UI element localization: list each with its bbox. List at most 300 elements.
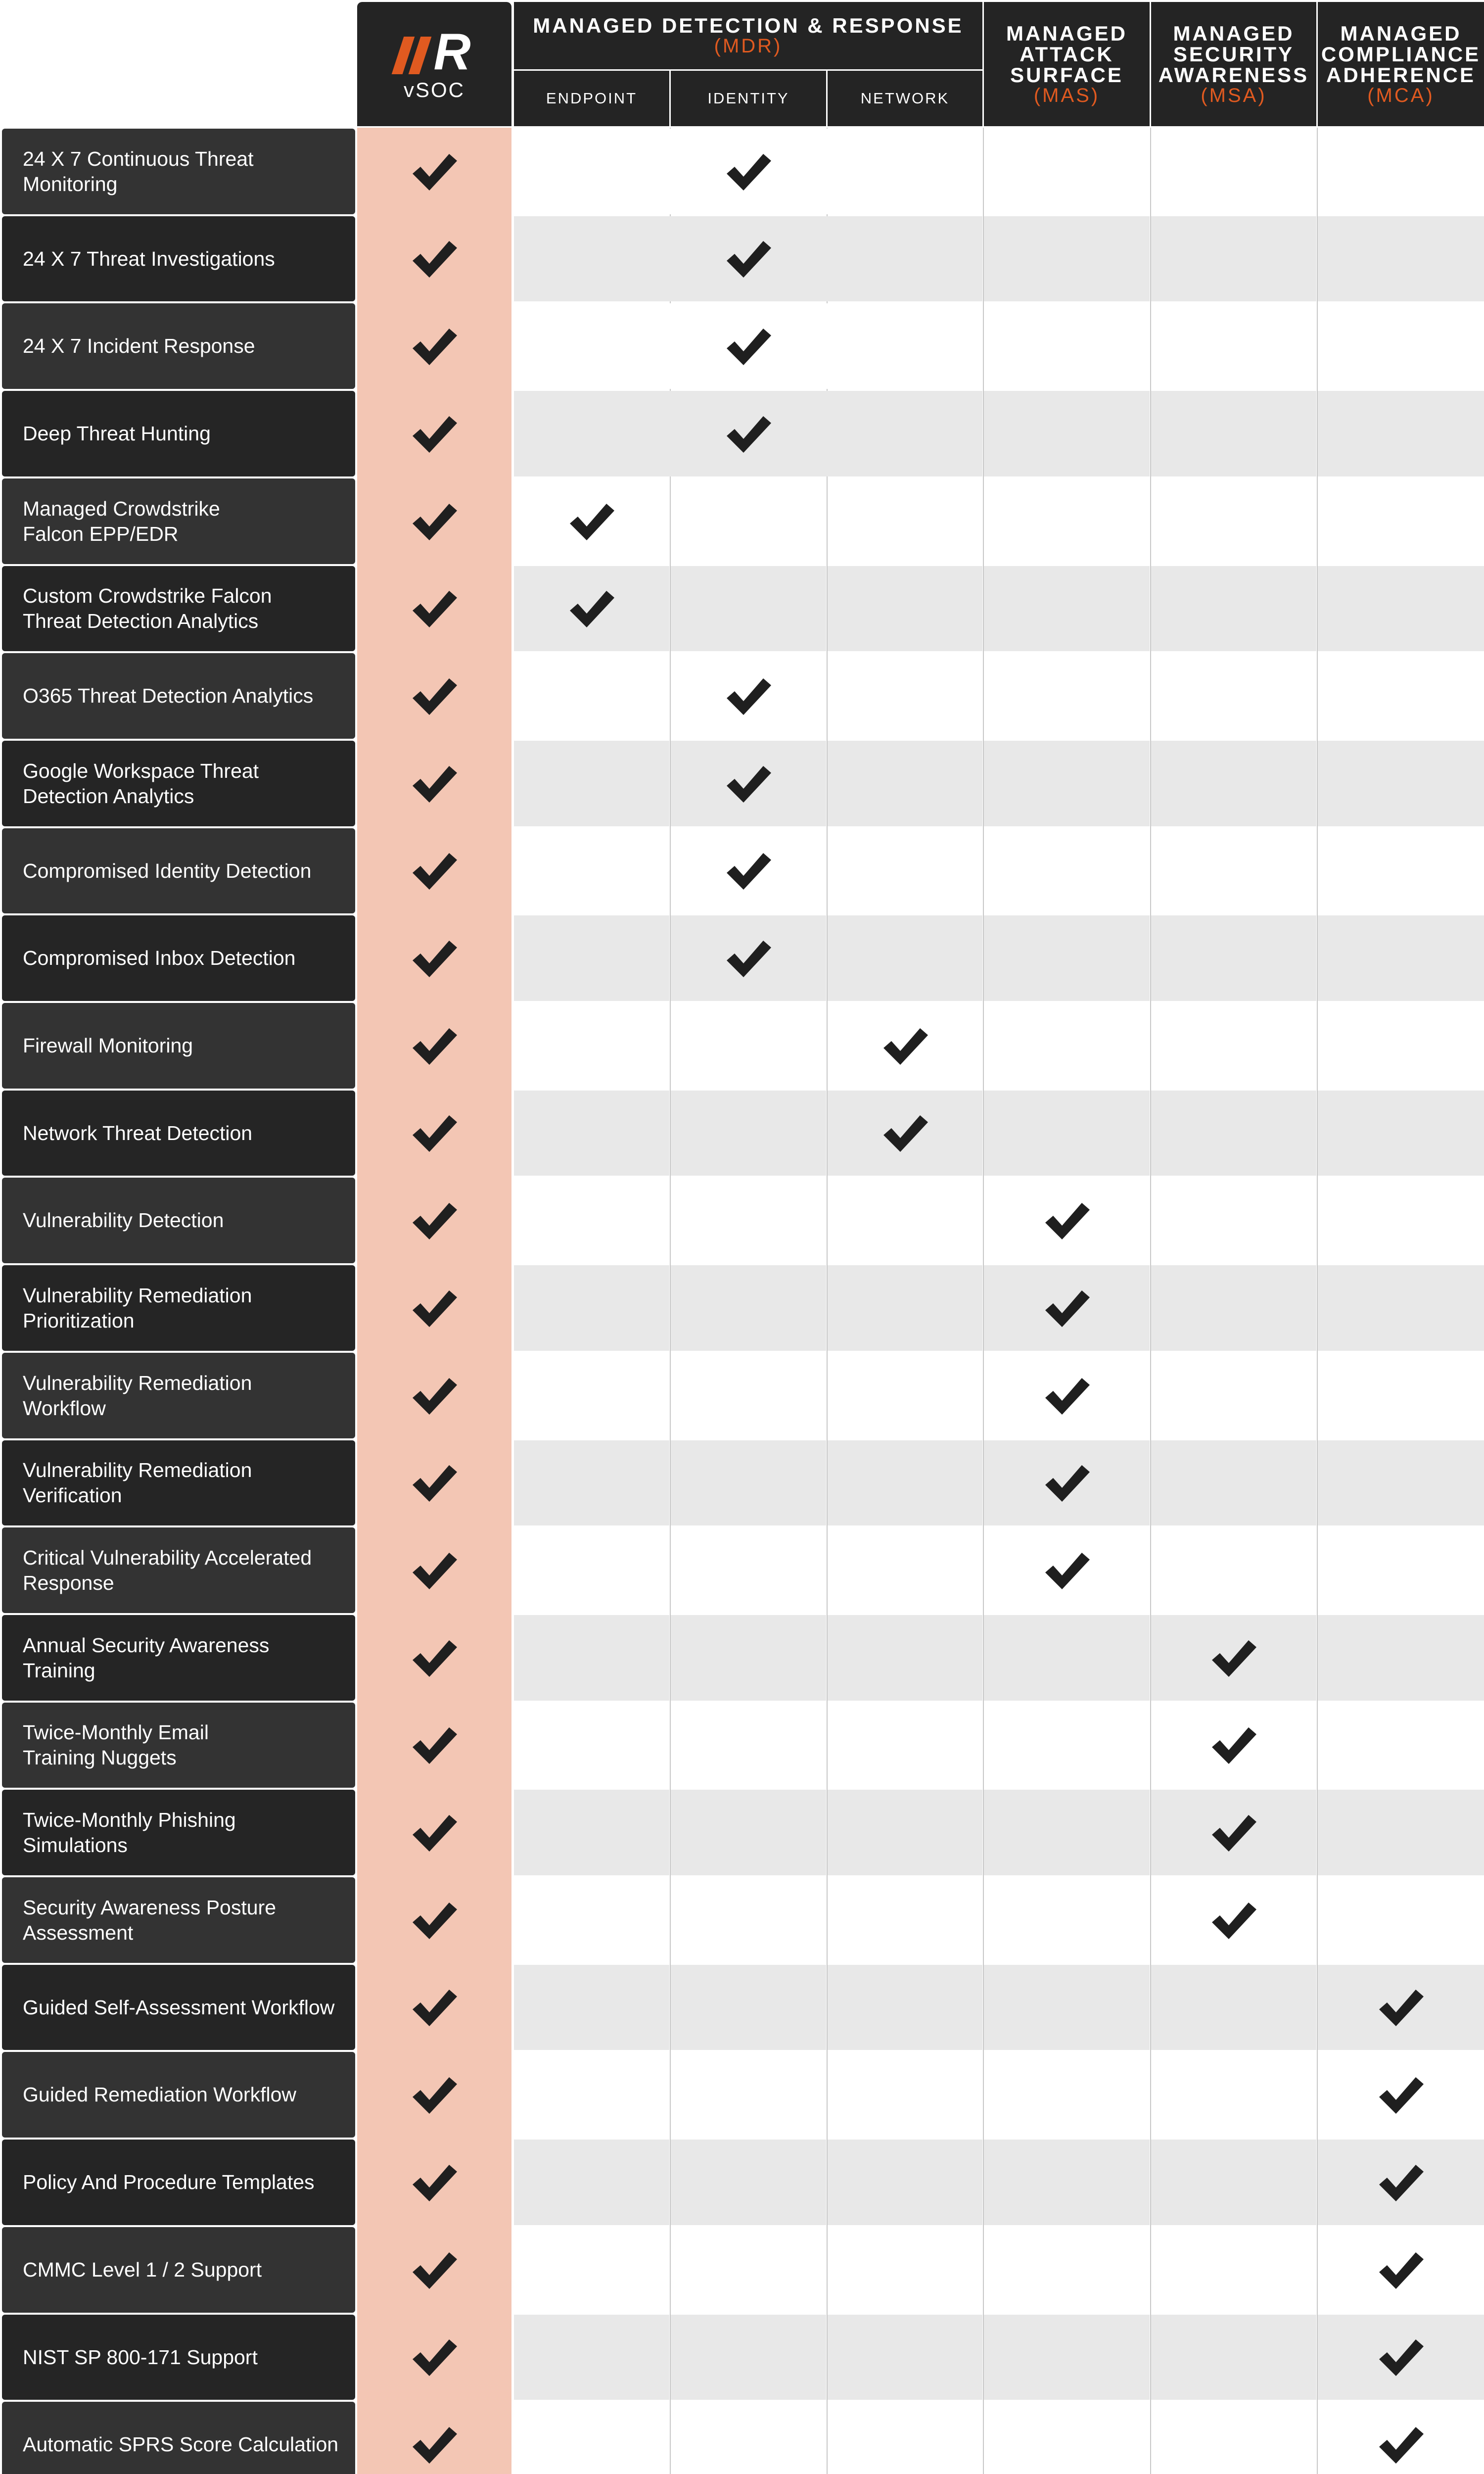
column-divider [983,128,984,2474]
row-label-text: O365 Threat Detection Analytics [23,684,314,707]
network-cell [828,1965,982,2050]
msa-cell [1151,1440,1316,1525]
mas-cell [984,1703,1150,1788]
checkmark-icon [410,238,459,280]
network-cell [828,2402,982,2474]
row-label-text: Managed Crowdstrike Falcon EPP/EDR [23,497,220,545]
msa-cell [1151,391,1316,476]
msa-cell [1151,1527,1316,1613]
mca-cell [1318,1703,1484,1788]
row-label [2,1615,355,1701]
checkmark-icon [410,763,459,805]
subheader-label: ENDPOINT [546,90,638,107]
msa-cell [1151,1091,1316,1176]
row-label [2,1877,355,1963]
mdr-header [514,2,982,69]
mas-cell [984,478,1150,564]
row-label [2,216,355,301]
row-label-text: Compromised Identity Detection [23,859,312,882]
vsoc-cell [357,827,511,914]
checkmark-icon [410,1724,459,1766]
mca-cell [1318,478,1484,564]
checkmark-icon [724,938,773,979]
identity-cell [671,2140,826,2225]
mca-cell [1318,2052,1484,2138]
msa-cell [1151,2140,1316,2225]
vsoc-cell [357,1614,511,1702]
msa-cell [1151,1265,1316,1351]
endpoint-cell [514,1965,669,2050]
checkmark-icon [724,850,773,892]
checkmark-icon [724,326,773,367]
mdr-subheader-endpoint [514,71,669,126]
endpoint-cell [514,1353,669,1438]
checkmark-icon [410,588,459,629]
product-name: vSOC [403,78,465,101]
mca-abbr: (MCA) [1367,84,1435,106]
vsoc-cell [357,128,511,215]
mca-cell [1318,566,1484,651]
vsoc-cell [357,740,511,827]
identity-cell [671,1178,826,1263]
row-label-text: Vulnerability Detection [23,1209,224,1232]
vsoc-cell [357,1264,511,1352]
vsoc-cell [357,1526,511,1614]
checkmark-icon [1042,1462,1092,1504]
row-label [2,2227,355,2313]
mca-cell [1318,1265,1484,1351]
vsoc-cell [357,914,511,1002]
row-label [2,129,355,214]
mas-cell [984,1091,1150,1176]
row-label [2,1265,355,1351]
row-label [2,915,355,1001]
subheader-label: IDENTITY [707,90,789,107]
mdr-merged-cell [514,216,982,301]
network-cell [828,2140,982,2225]
row-label-text: NIST SP 800-171 Support [23,2345,258,2369]
mdr-merged-cell [514,391,982,476]
row-label [2,1178,355,1263]
endpoint-cell [514,828,669,913]
vsoc-logo [357,2,511,126]
mca-cell [1318,2315,1484,2400]
row-label [2,1527,355,1613]
vsoc-cell [357,302,511,390]
checkmark-icon [1042,1550,1092,1591]
row-label [2,1353,355,1438]
msa-cell [1151,2227,1316,2313]
vsoc-cell [357,1352,511,1439]
vsoc-cell [357,2051,511,2139]
row-label-text: Twice-Monthly Email Training Nuggets [23,1721,209,1769]
mca-cell [1318,741,1484,826]
identity-cell [671,653,826,739]
row-label-text: Annual Security Awareness Training [23,1633,270,1682]
vsoc-cell [357,2314,511,2401]
row-label [2,741,355,826]
checkmark-icon [1376,2336,1426,2378]
mca-cell [1318,303,1484,389]
row-label-text: Vulnerability Remediation Verification [23,1459,252,1507]
vsoc-cell [357,1789,511,1876]
network-cell [828,915,982,1001]
row-label [2,2402,355,2474]
vsoc-cell [357,215,511,302]
row-label [2,2140,355,2225]
network-cell [828,2227,982,2313]
checkmark-icon [410,1462,459,1504]
msa-cell [1151,1965,1316,2050]
network-cell [828,1527,982,1613]
identity-cell [671,741,826,826]
identity-cell [671,478,826,564]
mas-cell [984,1527,1150,1613]
mas-cell [984,303,1150,389]
msa-cell [1151,1703,1316,1788]
mas-cell [984,2227,1150,2313]
endpoint-cell [514,653,669,739]
identity-cell [671,915,826,1001]
row-label-text: Critical Vulnerability Accelerated Response [23,1546,312,1594]
network-cell [828,1265,982,1351]
msa-title: MANAGED SECURITY AWARENESS [1158,21,1309,87]
network-cell [828,741,982,826]
mca-title: MANAGED COMPLIANCE ADHERENCE [1321,21,1481,87]
checkmark-icon [567,588,616,629]
identity-cell [671,828,826,913]
identity-cell [671,2227,826,2313]
row-label [2,1091,355,1176]
row-label-text: Compromised Inbox Detection [23,947,296,969]
identity-cell [671,1527,826,1613]
row-label [2,1790,355,1875]
msa-cell [1151,915,1316,1001]
network-cell [828,1178,982,1263]
checkmark-icon [1376,2249,1426,2291]
msa-cell [1151,1877,1316,1963]
checkmark-icon [567,501,616,542]
endpoint-cell [514,1703,669,1788]
checkmark-icon [410,938,459,979]
mca-cell [1318,2140,1484,2225]
mca-cell [1318,1091,1484,1176]
network-cell [828,2315,982,2400]
mas-cell [984,653,1150,739]
msa-header [1151,2,1316,126]
mca-cell [1318,1003,1484,1089]
checkmark-icon [1209,1637,1258,1679]
mas-cell [984,566,1150,651]
vsoc-cell [357,390,511,477]
vsoc-cell [357,1439,511,1526]
row-label [2,2052,355,2138]
msa-cell [1151,1178,1316,1263]
mca-cell [1318,1790,1484,1875]
identity-cell [671,1877,826,1963]
checkmark-icon [410,2424,459,2466]
row-label [2,828,355,913]
vsoc-cell [357,1002,511,1090]
vsoc-cell [357,565,511,652]
mca-cell [1318,216,1484,301]
row-label [2,391,355,476]
endpoint-cell [514,915,669,1001]
mas-cell [984,1965,1150,2050]
mca-cell [1318,2227,1484,2313]
subheader-label: NETWORK [860,90,950,107]
row-label-text: Google Workspace Threat Detection Analytics [23,759,259,808]
mas-cell [984,915,1150,1001]
identity-cell [671,1440,826,1525]
mas-header [984,2,1150,126]
mca-cell [1318,1440,1484,1525]
row-label-text: Vulnerability Remediation Workflow [23,1371,252,1420]
endpoint-cell [514,1615,669,1701]
mdr-merged-cell [514,303,982,389]
mas-cell [984,1615,1150,1701]
msa-cell [1151,653,1316,739]
network-cell [828,1440,982,1525]
msa-cell [1151,566,1316,651]
mdr-subheader-identity [671,71,826,126]
checkmark-icon [410,1987,459,2028]
checkmark-icon [724,151,773,192]
vsoc-cell [357,1702,511,1789]
identity-cell [671,1790,826,1875]
row-label-text: Deep Threat Hunting [23,422,211,445]
msa-cell [1151,129,1316,214]
row-label-text: Security Awareness Posture Assessment [23,1896,276,1944]
row-label-text: Guided Self-Assessment Workflow [23,1996,335,2019]
checkmark-icon [1042,1200,1092,1241]
mas-title: MANAGED ATTACK SURFACE [1006,21,1127,87]
endpoint-cell [514,2227,669,2313]
checkmark-icon [724,763,773,805]
column-divider [670,128,671,2474]
checkmark-icon [410,675,459,717]
checkmark-icon [410,2162,459,2203]
mas-cell [984,1440,1150,1525]
mca-cell [1318,1615,1484,1701]
endpoint-cell [514,2140,669,2225]
identity-cell [671,566,826,651]
vsoc-cell [357,2139,511,2226]
mas-cell [984,129,1150,214]
checkmark-icon [410,1287,459,1329]
checkmark-icon [410,1550,459,1591]
row-label [2,1965,355,2050]
network-cell [828,828,982,913]
row-label [2,1703,355,1788]
msa-cell [1151,2402,1316,2474]
identity-cell [671,1965,826,2050]
msa-cell [1151,1353,1316,1438]
row-label-text: Automatic SPRS Score Calculation [23,2433,339,2456]
mas-abbr: (MAS) [1033,84,1100,106]
mca-cell [1318,1877,1484,1963]
identity-cell [671,1703,826,1788]
network-cell [828,1790,982,1875]
network-cell [828,566,982,651]
mca-cell [1318,391,1484,476]
mas-cell [984,1353,1150,1438]
checkmark-icon [410,2336,459,2378]
checkmark-icon [881,1112,930,1154]
checkmark-icon [1209,1812,1258,1854]
mas-cell [984,828,1150,913]
endpoint-cell [514,1440,669,1525]
row-label [2,1003,355,1089]
checkmark-icon [1376,2074,1426,2116]
endpoint-cell [514,2315,669,2400]
checkmark-icon [410,1200,459,1241]
identity-cell [671,1265,826,1351]
identity-cell [671,1615,826,1701]
vsoc-cell [357,1177,511,1264]
row-label-text: 24 X 7 Threat Investigations [23,247,275,270]
row-label [2,303,355,389]
row-label-text: 24 X 7 Incident Response [23,334,255,357]
network-cell [828,1091,982,1176]
logo-letter: R [433,23,471,81]
row-label-text: 24 X 7 Continuous Threat Monitoring [23,147,254,195]
checkmark-icon [724,675,773,717]
checkmark-icon [410,2074,459,2116]
network-cell [828,1703,982,1788]
row-label [2,566,355,651]
endpoint-cell [514,1178,669,1263]
mas-cell [984,2052,1150,2138]
identity-cell [671,2402,826,2474]
row-label-text: CMMC Level 1 / 2 Support [23,2258,262,2281]
column-divider [1317,128,1318,2474]
network-cell [828,653,982,739]
mca-cell [1318,2402,1484,2474]
checkmark-icon [410,1025,459,1067]
checkmark-icon [410,1112,459,1154]
mas-cell [984,2402,1150,2474]
mca-cell [1318,1965,1484,2050]
network-cell [828,2052,982,2138]
endpoint-cell [514,1265,669,1351]
checkmark-icon [1376,2424,1426,2466]
mas-cell [984,1877,1150,1963]
row-label-text: Network Threat Detection [23,1121,253,1144]
msa-cell [1151,1615,1316,1701]
checkmark-icon [881,1025,930,1067]
row-label-text: Guided Remediation Workflow [23,2083,296,2106]
checkmark-icon [724,413,773,455]
msa-cell [1151,216,1316,301]
row-label [2,1440,355,1525]
network-cell [828,1003,982,1089]
mas-cell [984,391,1150,476]
row-label-text: Firewall Monitoring [23,1034,193,1057]
checkmark-icon [410,1900,459,1941]
msa-cell [1151,2052,1316,2138]
mdr-merged-cell [514,129,982,214]
identity-cell [671,2052,826,2138]
network-cell [828,478,982,564]
checkmark-icon [410,151,459,192]
vsoc-cell [357,1964,511,2051]
msa-cell [1151,303,1316,389]
vsoc-cell [357,652,511,740]
msa-cell [1151,828,1316,913]
checkmark-icon [1209,1724,1258,1766]
checkmark-icon [724,238,773,280]
msa-abbr: (MSA) [1201,84,1267,106]
endpoint-cell [514,2402,669,2474]
mca-cell [1318,129,1484,214]
mdr-subheader-network [828,71,982,126]
checkmark-icon [1042,1287,1092,1329]
mca-cell [1318,915,1484,1001]
endpoint-cell [514,1527,669,1613]
row-label-text: Custom Crowdstrike Falcon Threat Detection Analytics [23,584,272,632]
endpoint-cell [514,2052,669,2138]
checkmark-icon [1376,2162,1426,2203]
column-divider [1150,128,1151,2474]
row-label [2,478,355,564]
mas-cell [984,1265,1150,1351]
msa-cell [1151,478,1316,564]
checkmark-icon [1042,1375,1092,1417]
mas-cell [984,2315,1150,2400]
row-label [2,653,355,739]
msa-cell [1151,2315,1316,2400]
mca-cell [1318,1178,1484,1263]
brand-logo-mark [398,23,471,81]
mas-cell [984,2140,1150,2225]
mas-cell [984,1178,1150,1263]
checkmark-icon [410,850,459,892]
checkmark-icon [1376,1987,1426,2028]
endpoint-cell [514,741,669,826]
vsoc-cell [357,1090,511,1177]
row-label [2,2315,355,2400]
checkmark-icon [410,326,459,367]
identity-cell [671,1091,826,1176]
mdr-title: MANAGED DETECTION & RESPONSE [533,14,964,37]
column-divider [827,128,828,2474]
identity-cell [671,1353,826,1438]
mas-cell [984,1790,1150,1875]
mca-cell [1318,1353,1484,1438]
checkmark-icon [410,501,459,542]
mca-cell [1318,1527,1484,1613]
endpoint-cell [514,478,669,564]
endpoint-cell [514,1790,669,1875]
endpoint-cell [514,1003,669,1089]
row-label-text: Policy And Procedure Templates [23,2171,315,2193]
vsoc-cell [357,2401,511,2474]
mas-cell [984,216,1150,301]
identity-cell [671,1003,826,1089]
mas-cell [984,1003,1150,1089]
endpoint-cell [514,1877,669,1963]
checkmark-icon [1209,1900,1258,1941]
checkmark-icon [410,1812,459,1854]
endpoint-cell [514,566,669,651]
mca-cell [1318,653,1484,739]
row-label-text: Vulnerability Remediation Prioritization [23,1284,252,1332]
checkmark-icon [410,1375,459,1417]
endpoint-cell [514,1091,669,1176]
network-cell [828,1615,982,1701]
identity-cell [671,2315,826,2400]
